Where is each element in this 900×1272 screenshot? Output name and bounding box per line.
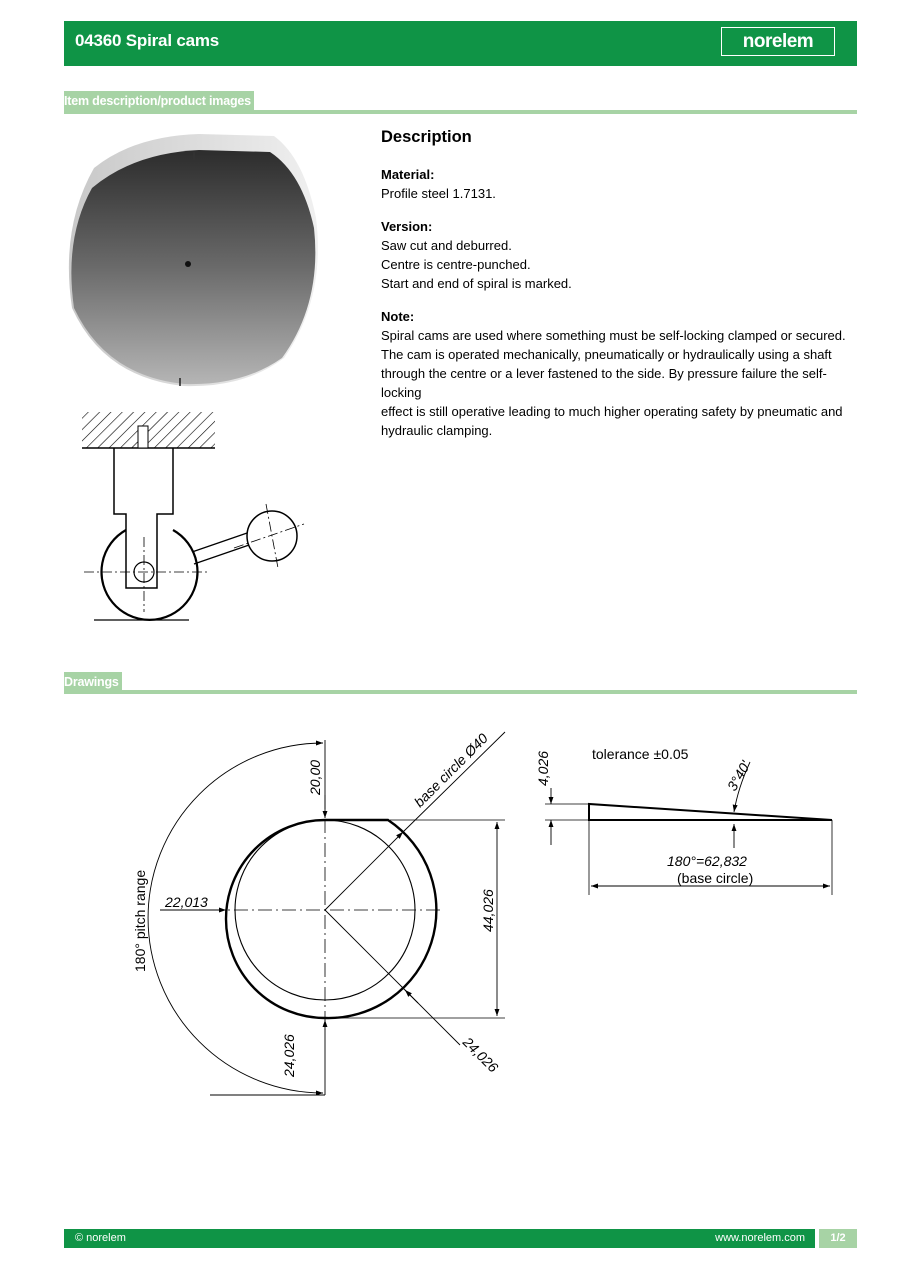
technical-drawing — [0, 700, 900, 1120]
material-label: Material: — [381, 167, 435, 182]
page-number: 1/2 — [815, 1229, 857, 1248]
note-line: through the centre or a lever fastened to the side. By pressure failure the self-locking — [381, 366, 827, 400]
norelem-logo — [721, 27, 835, 56]
note-label: Note: — [381, 309, 415, 324]
angle-label: 3°40' — [723, 758, 754, 794]
description-heading: Description — [381, 128, 472, 146]
dim-left-label: 22,013 — [165, 894, 208, 910]
application-sketch — [64, 402, 324, 647]
dim-diag-label: 24,026 — [459, 1033, 502, 1076]
section-label-product-images: Item description/product images — [64, 91, 254, 111]
length-label: 180°=62,832 — [667, 853, 747, 869]
cam-front-view — [148, 732, 505, 1095]
description-panel — [381, 128, 861, 454]
pitch-range-label: 180° pitch range — [132, 869, 148, 972]
version-block — [381, 217, 861, 293]
version-label: Version: — [381, 219, 433, 234]
page-header — [64, 21, 857, 66]
dim-bottom-label: 24,026 — [281, 1034, 297, 1077]
note-line: Spiral cams are used where something must be self-locking clamped or secured. — [381, 328, 846, 343]
footer-copyright: © norelem — [75, 1232, 126, 1244]
tolerance-label: tolerance ±0.05 — [592, 746, 689, 762]
dim-height-label: 44,026 — [480, 889, 496, 932]
note-line: The cam is operated mechanically, pneumatically or hydraulically using a shaft — [381, 347, 832, 362]
note-line: effect is still operative leading to much higher operating safety by pneumatic and — [381, 404, 843, 419]
note-block — [381, 307, 861, 440]
dim-top-label: 20,00 — [307, 759, 323, 795]
material-block — [381, 165, 861, 203]
product-photo — [64, 128, 324, 390]
version-line: Centre is centre-punched. — [381, 257, 531, 272]
version-line: Saw cut and deburred. — [381, 238, 512, 253]
section-label-drawings: Drawings — [64, 672, 122, 692]
material-line: Profile steel 1.7131. — [381, 186, 496, 201]
section-divider — [64, 690, 857, 694]
version-line: Start and end of spiral is marked. — [381, 276, 572, 291]
note-line: hydraulic clamping. — [381, 423, 493, 438]
length-note: (base circle) — [677, 870, 754, 886]
page-footer — [64, 1229, 857, 1248]
page-title: 04360 Spiral cams — [75, 31, 220, 50]
footer-website-link[interactable]: www.norelem.com — [715, 1232, 805, 1244]
logo-text: norelem — [742, 31, 814, 52]
base-circle-label: base circle Ø40 — [410, 730, 491, 811]
side-thickness-label: 4,026 — [535, 750, 551, 786]
